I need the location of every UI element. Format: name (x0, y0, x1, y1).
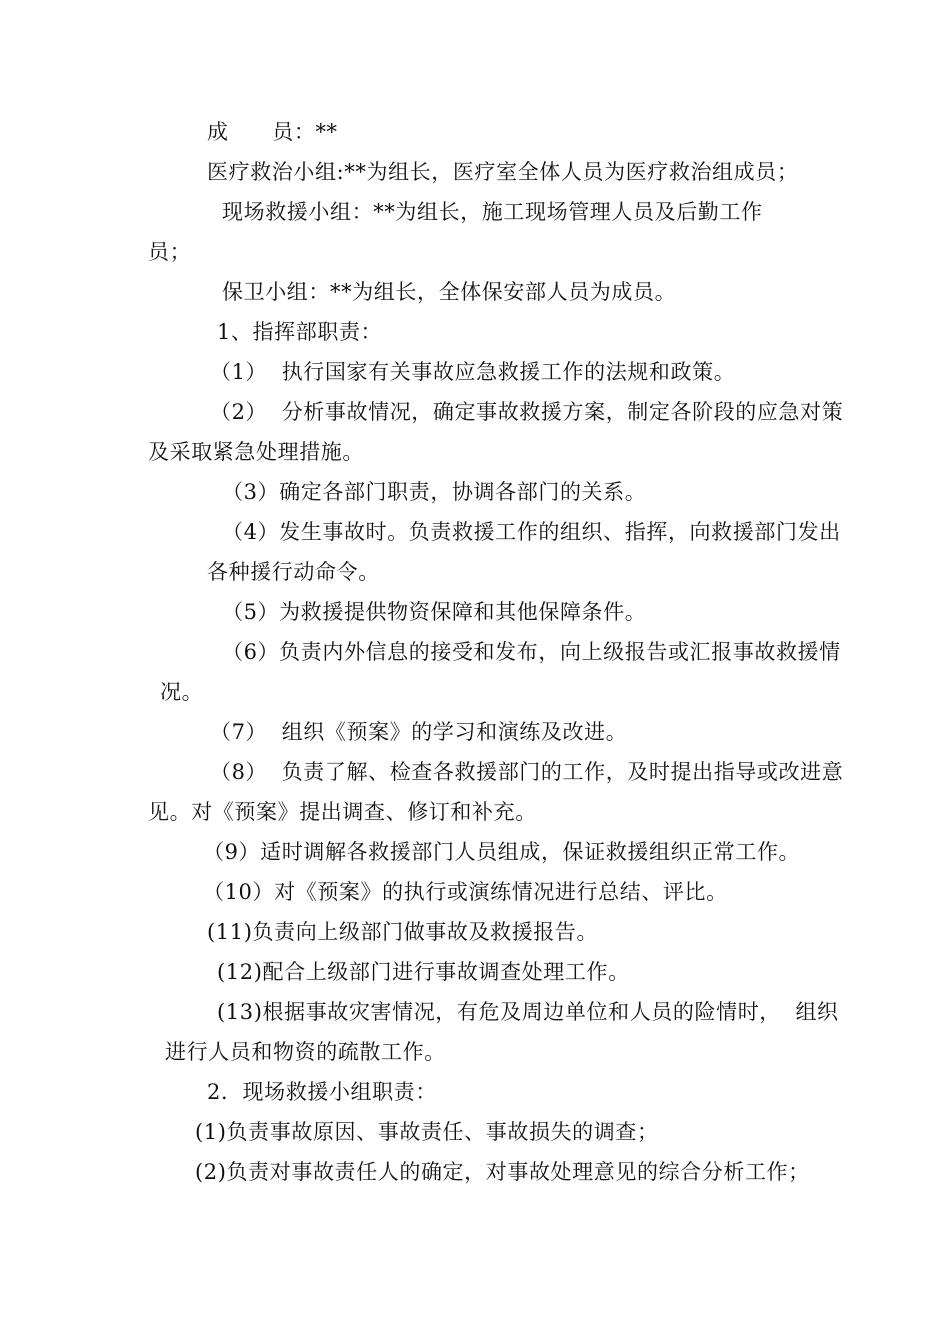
text-line: (2)负责对事故责任人的确定，对事故处理意见的综合分析工作； (195, 1160, 810, 1184)
text-line: （7） 组织《预案》的学习和演练及改进。 (210, 720, 628, 744)
text-line: 医疗救治小组:**为组长，医疗室全体人员为医疗救治组成员； (207, 160, 799, 184)
text-line: （2） 分析事故情况，确定事故救援方案，制定各阶段的应急对策 (210, 400, 844, 424)
text-line: 况。 (160, 680, 204, 704)
text-line: (13)根据事故灾害情况，有危及周边单位和人员的险情时， 组织 (217, 1000, 839, 1024)
text-line: (1)负责事故原因、事故责任、事故损失的调查； (195, 1120, 659, 1144)
text-line: 见。对《预案》提出调查、修订和补充。 (148, 800, 537, 824)
text-line: 现场救援小组：**为组长，施工现场管理人员及后勤工作 (222, 200, 763, 224)
text-line: （1） 执行国家有关事故应急救援工作的法规和政策。 (210, 360, 736, 384)
section-heading: 1、指挥部职责： (217, 320, 383, 344)
section-heading: 2．现场救援小组职责： (207, 1080, 437, 1104)
text-line: （8） 负责了解、检查各救援部门的工作，及时提出指导或改进意 (210, 760, 844, 784)
text-line: （9）适时调解各救援部门人员组成，保证救援组织正常工作。 (203, 840, 801, 864)
text-line: 成 员：** (207, 120, 338, 144)
text-line: 及采取紧急处理措施。 (148, 440, 364, 464)
text-line: 各种援行动命令。 (207, 560, 380, 584)
text-line: 进行人员和物资的疏散工作。 (165, 1040, 446, 1064)
text-line: 保卫小组：**为组长，全体保安部人员为成员。 (222, 280, 677, 304)
text-line: （6）负责内外信息的接受和发布，向上级报告或汇报事故救援情 (222, 640, 841, 664)
text-line: （3）确定各部门职责，协调各部门的关系。 (222, 480, 647, 504)
text-line: （4）发生事故时。负责救援工作的组织、指挥，向救援部门发出 (222, 520, 841, 544)
text-line: （5）为救援提供物资保障和其他保障条件。 (222, 600, 647, 624)
text-line: (12)配合上级部门进行事故调查处理工作。 (217, 960, 630, 984)
text-line: (11)负责向上级部门做事故及救援报告。 (207, 920, 599, 944)
text-line: 员； (148, 240, 192, 264)
text-line: （10）对《预案》的执行或演练情况进行总结、评比。 (203, 880, 728, 904)
